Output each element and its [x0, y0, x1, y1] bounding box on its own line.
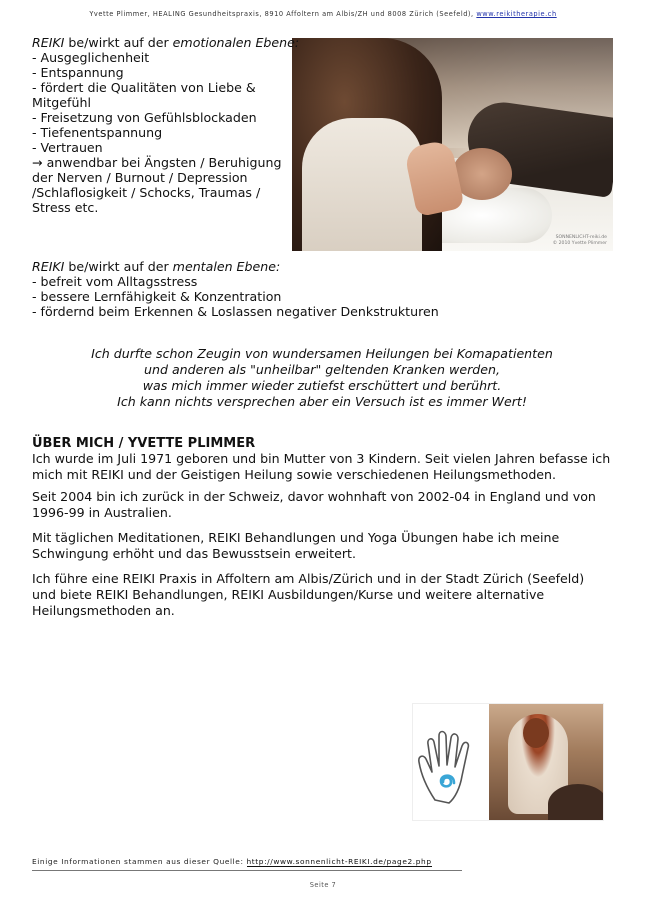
about-heading: ÜBER MICH / YVETTE PLIMMER — [32, 436, 256, 451]
source-note: Einige Informationen stammen aus dieser Quelle: http://www.sonnenlicht-REIKI.de/page2.php — [32, 857, 432, 866]
arrow-icon: → — [32, 155, 43, 170]
list-item: - befreit vom Alltagsstress — [32, 274, 198, 289]
list-item: - fördernd beim Erkennen & Loslassen negativer Denkstrukturen — [32, 304, 439, 319]
mental-effects-section — [32, 259, 612, 319]
list-item: - Ausgeglichenheit — [32, 50, 150, 65]
testimonial-quote: Ich durfte schon Zeugin von wundersamen Heilungen bei Komapatienten und anderen als "unheilbar" geltenden Kranken werden, was mich immer wieder zutiefst erschüttert und berührt. Ich kann nichts versprechen aber ein Versuch ist es immer Wert! — [91, 346, 553, 409]
emotional-intro: REIKI be/wirkt auf der emotionalen Ebene: — [32, 35, 300, 50]
hand-icon — [413, 704, 489, 820]
list-item: - Vertrauen — [32, 140, 103, 155]
reiki-treatment-photo — [292, 38, 613, 251]
list-item: - Freisetzung von Gefühlsblockaden — [32, 110, 257, 125]
about-paragraph-4: Ich führe eine REIKI Praxis in Affoltern am Albis/Zürich und in der Stadt Zürich (Seefeld) und biete REIKI Behandlungen, REIKI Ausbildungen/Kurse und weitere alternative Heilungsmethoden an. — [32, 571, 585, 618]
emotional-list — [32, 50, 292, 155]
page-header — [0, 10, 646, 18]
list-item: - Entspannung — [32, 65, 124, 80]
about-paragraph-3: Mit täglichen Meditationen, REIKI Behandlungen und Yoga Übungen habe ich meine Schwingung erhöht und das Bewusstsein erweitert. — [32, 530, 560, 561]
photo-credit: SONNENLICHT-reiki.de © 2010 Yvette Plimmer — [552, 235, 607, 246]
header-text: Yvette Plimmer, HEALING Gesundheitspraxis, 8910 Affoltern am Albis/ZH und 8008 Zürich (Seefeld), — [89, 10, 474, 18]
about-paragraph-1: Ich wurde im Juli 1971 geboren und bin Mutter von 3 Kindern. Seit vielen Jahren befasse ich mich mit REIKI und der Geistigen Heilung sowie verschiedenen Heilungsmethoden. — [32, 451, 611, 482]
emotional-note: → anwendbar bei Ängsten / Beruhigung der Nerven / Burnout / Depression /Schlaflosigkeit / Schocks, Traumas / Stress etc. — [32, 155, 282, 215]
list-item: - bessere Lernfähigkeit & Konzentration — [32, 289, 282, 304]
page-number: Seite 7 — [309, 881, 337, 889]
list-item: - fördert die Qualitäten von Liebe & Mitgefühl — [32, 80, 256, 110]
footer-divider — [32, 870, 462, 871]
emotional-effects-section — [32, 35, 300, 215]
reiki-hand-photo — [412, 703, 604, 821]
mental-intro: REIKI be/wirkt auf der mentalen Ebene: — [32, 259, 281, 274]
header-website-link[interactable]: www.reikitherapie.ch — [476, 10, 557, 18]
hand-logo — [413, 704, 489, 820]
list-item: - Tiefenentspannung — [32, 125, 163, 140]
source-link[interactable]: http://www.sonnenlicht-REIKI.de/page2.php — [246, 857, 432, 866]
about-paragraph-2: Seit 2004 bin ich zurück in der Schweiz, davor wohnhaft von 2002-04 in England und von 1996-99 in Australien. — [32, 489, 596, 520]
